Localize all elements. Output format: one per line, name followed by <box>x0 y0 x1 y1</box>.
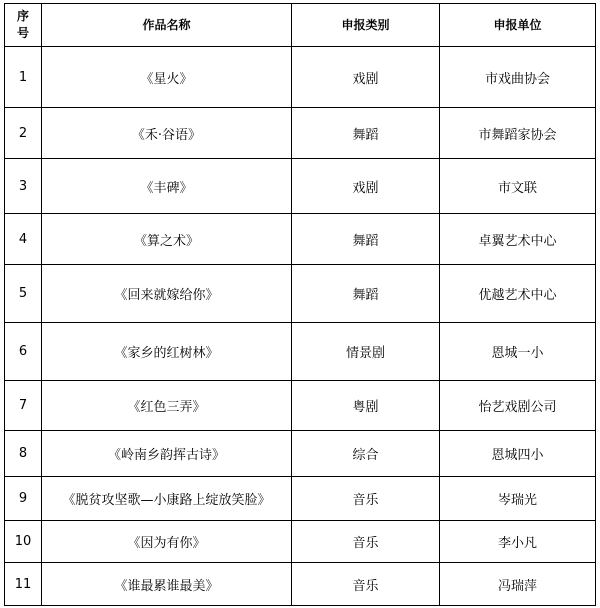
cell-index: 2 <box>5 108 42 159</box>
cell-index: 1 <box>5 47 42 108</box>
cell-title: 《丰碑》 <box>42 159 292 214</box>
cell-category: 音乐 <box>292 521 440 563</box>
cell-title: 《家乡的红树林》 <box>42 323 292 381</box>
cell-index: 7 <box>5 381 42 431</box>
cell-unit: 冯瑞萍 <box>440 563 596 606</box>
header-title: 作品名称 <box>42 4 292 47</box>
cell-title: 《岭南乡韵挥古诗》 <box>42 431 292 477</box>
cell-category: 综合 <box>292 431 440 477</box>
award-table <box>4 3 596 606</box>
table-row <box>5 47 596 108</box>
cell-index: 11 <box>5 563 42 606</box>
cell-title: 《谁最累谁最美》 <box>42 563 292 606</box>
cell-index: 10 <box>5 521 42 563</box>
table-row <box>5 323 596 381</box>
cell-index: 3 <box>5 159 42 214</box>
cell-index: 6 <box>5 323 42 381</box>
table-row <box>5 431 596 477</box>
cell-unit: 恩城四小 <box>440 431 596 477</box>
header-unit: 申报单位 <box>440 4 596 47</box>
cell-title: 《星火》 <box>42 47 292 108</box>
cell-title: 《红色三弄》 <box>42 381 292 431</box>
table-row <box>5 159 596 214</box>
cell-category: 舞蹈 <box>292 265 440 323</box>
table-row <box>5 563 596 606</box>
header-row <box>5 4 596 47</box>
cell-unit: 岑瑞光 <box>440 477 596 521</box>
cell-index: 8 <box>5 431 42 477</box>
cell-title: 《回来就嫁给你》 <box>42 265 292 323</box>
table-row <box>5 214 596 265</box>
cell-category: 舞蹈 <box>292 214 440 265</box>
cell-unit: 优越艺术中心 <box>440 265 596 323</box>
cell-category: 粤剧 <box>292 381 440 431</box>
cell-index: 9 <box>5 477 42 521</box>
table-row <box>5 381 596 431</box>
table-row <box>5 265 596 323</box>
cell-unit: 市戏曲协会 <box>440 47 596 108</box>
cell-title: 《禾·谷语》 <box>42 108 292 159</box>
cell-unit: 恩城一小 <box>440 323 596 381</box>
cell-category: 音乐 <box>292 563 440 606</box>
table-row <box>5 108 596 159</box>
cell-category: 情景剧 <box>292 323 440 381</box>
cell-title: 《算之术》 <box>42 214 292 265</box>
cell-unit: 市文联 <box>440 159 596 214</box>
cell-unit: 李小凡 <box>440 521 596 563</box>
cell-category: 戏剧 <box>292 159 440 214</box>
cell-unit: 怡艺戏剧公司 <box>440 381 596 431</box>
cell-unit: 市舞蹈家协会 <box>440 108 596 159</box>
cell-unit: 卓翼艺术中心 <box>440 214 596 265</box>
cell-category: 舞蹈 <box>292 108 440 159</box>
table-row <box>5 521 596 563</box>
cell-title: 《因为有你》 <box>42 521 292 563</box>
cell-index: 5 <box>5 265 42 323</box>
cell-index: 4 <box>5 214 42 265</box>
header-index: 序号 <box>5 4 42 47</box>
cell-category: 音乐 <box>292 477 440 521</box>
cell-category: 戏剧 <box>292 47 440 108</box>
header-category: 申报类别 <box>292 4 440 47</box>
table-row <box>5 477 596 521</box>
cell-title: 《脱贫攻坚歌—小康路上绽放笑脸》 <box>42 477 292 521</box>
